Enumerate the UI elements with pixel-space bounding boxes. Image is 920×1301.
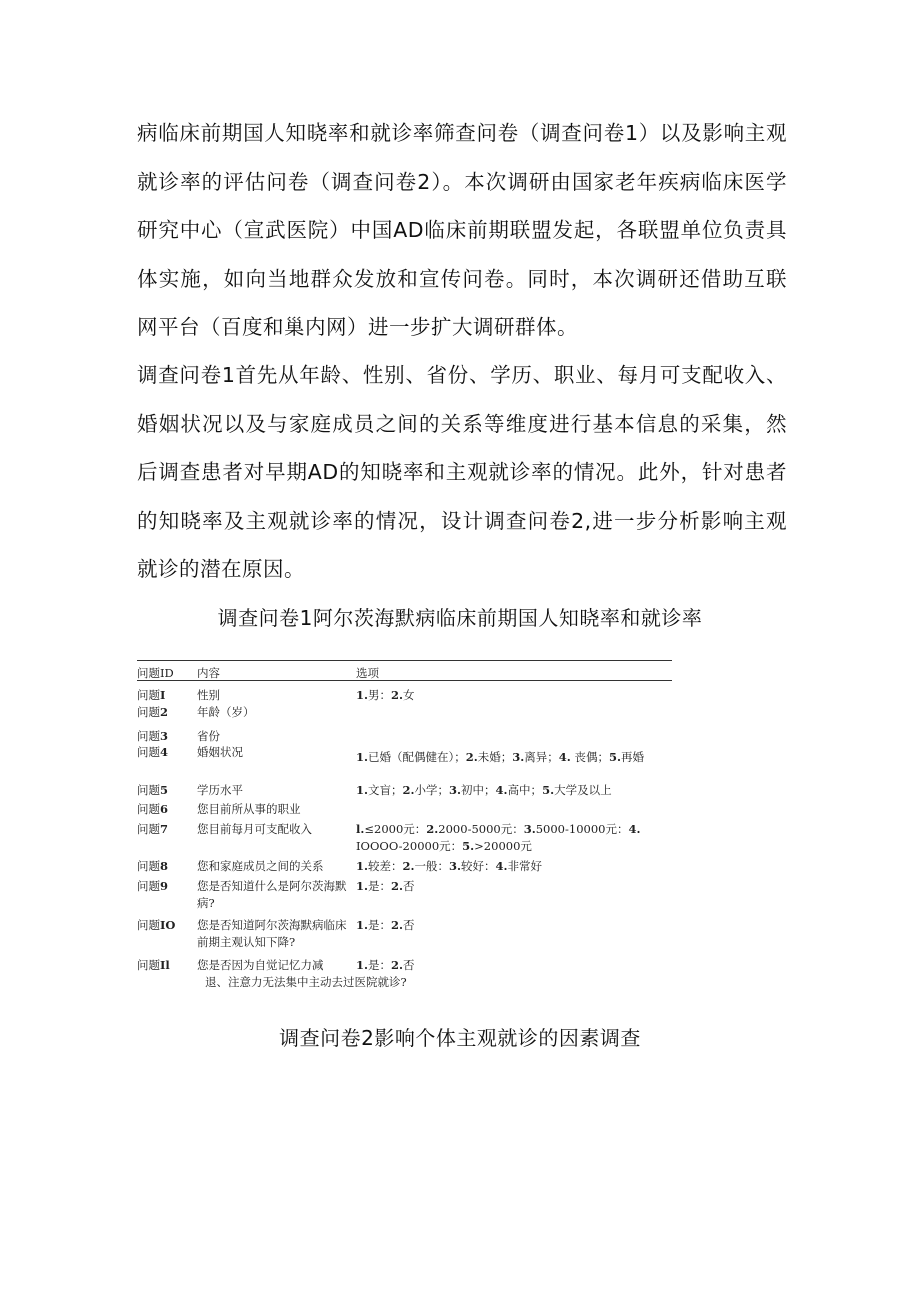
question-options: 1.是：2.否 [356, 918, 415, 932]
question-id-number: 4 [160, 745, 169, 759]
question-id-number: IO [160, 918, 176, 932]
table-row [137, 704, 672, 721]
question-id-prefix: 问题 [137, 729, 160, 743]
question-id-prefix: 问题 [137, 918, 160, 932]
question-id-number: I [160, 688, 166, 702]
question-id-number: 8 [160, 859, 169, 873]
question-id-prefix: 问题 [137, 783, 160, 797]
question-id-number: 3 [160, 729, 169, 743]
question-id-number: 9 [160, 879, 169, 893]
question-content-continuation: 退、注意力无法集中主动去过医院就诊? [205, 975, 407, 989]
table-row [137, 687, 672, 704]
question-id [137, 957, 195, 974]
question-content: 性别 [197, 688, 220, 702]
header-id: 问题ID [137, 666, 174, 680]
table-row [137, 858, 672, 875]
question-content: 年龄（岁） [197, 705, 255, 719]
question-content: 您是否因为自觉记忆力减 [197, 958, 324, 972]
question-content: 学历水平 [197, 783, 243, 797]
question-id-prefix: 问题 [137, 802, 160, 816]
table-body [137, 681, 672, 1001]
question-content: 您是否知道什么是阿尔茨海默病? [197, 879, 347, 910]
question-options: l.≤2000元：2.2000-5000元：3.5000-10000元：4. IOOOO-20000元：5.>20000元 [356, 822, 641, 853]
question-options: 1.是：2.否 [356, 879, 415, 893]
question-options: 1.文盲；2.小学；3.初中；4.高中；5.大学及以上 [356, 783, 612, 797]
question-id-number: Il [160, 958, 170, 972]
table-row [137, 744, 672, 764]
question-options: 1.较差：2.一般：3.较好：4.非常好 [356, 859, 543, 873]
question-id [137, 878, 195, 895]
table-1-caption: 调查问卷1阿尔茨海默病临床前期国人知晓率和就诊率 [217, 606, 703, 630]
question-id [137, 687, 195, 704]
table-row [137, 957, 672, 991]
table-row [137, 821, 672, 855]
question-id-number: 6 [160, 802, 169, 816]
question-id-number: 2 [160, 705, 169, 719]
table-row [137, 801, 672, 818]
header-content: 内容 [197, 666, 220, 680]
question-id-prefix: 问题 [137, 822, 160, 836]
table-row [137, 917, 672, 951]
table-row [137, 782, 672, 799]
table-header-row [137, 661, 672, 680]
question-id [137, 917, 195, 934]
question-id-number: 7 [160, 822, 169, 836]
question-id [137, 744, 195, 761]
question-id-prefix: 问题 [137, 859, 160, 873]
question-content: 婚姻状况 [197, 745, 243, 759]
question-id [137, 728, 195, 745]
question-id-prefix: 问题 [137, 688, 160, 702]
body-paragraph-1: 病临床前期国人知晓率和就诊率筛查问卷（调查问卷1）以及影响主观就诊率的评估问卷（调查问卷2）。本次调研由国家老年疾病临床医学研究中心（宣武医院）中国AD临床前期联盟发起，各联盟单位负责具体实施，如向当地群众发放和宣传问卷。同时，本次调研还借助互联网平台（百度和巢内网）进一步扩大调研群体。 [137, 121, 787, 339]
questionnaire-table [137, 660, 672, 1001]
question-content: 您目前所从事的职业 [197, 802, 301, 816]
question-id-prefix: 问题 [137, 705, 160, 719]
table-2-caption: 调查问卷2影响个体主观就诊的因素调查 [279, 1026, 641, 1050]
question-options: 1.已婚（配偶健在）；2.未婚；3.离异；4. 丧偶；5.再婚 [356, 750, 644, 764]
table-row [137, 728, 672, 745]
question-id-prefix: 问题 [137, 745, 160, 759]
body-paragraph-2: 调查问卷1首先从年龄、性别、省份、学历、职业、每月可支配收入、婚姻状况以及与家庭成员之间的关系等维度进行基本信息的采集，然后调查患者对早期AD的知晓率和主观就诊率的情况。此外，针对患者的知晓率及主观就诊率的情况，设计调查问卷2,进一步分析影响主观就诊的潜在原因。 [137, 363, 787, 581]
question-content: 您目前每月可支配收入 [197, 822, 312, 836]
question-options: 1.是：2.否 [356, 958, 415, 972]
question-content: 您是否知道阿尔茨海默病临床前期主观认知下降? [197, 918, 347, 949]
question-id-prefix: 问题 [137, 879, 160, 893]
question-content: 省份 [197, 729, 220, 743]
question-id [137, 704, 195, 721]
question-options: 1.男：2.女 [356, 688, 415, 702]
question-id [137, 801, 195, 818]
table-row [137, 878, 672, 912]
question-content: 您和家庭成员之间的关系 [197, 859, 324, 873]
question-id [137, 782, 195, 799]
header-options: 选项 [356, 666, 379, 680]
question-id [137, 821, 195, 838]
question-id-number: 5 [160, 783, 169, 797]
question-id-prefix: 问题 [137, 958, 160, 972]
question-id [137, 858, 195, 875]
